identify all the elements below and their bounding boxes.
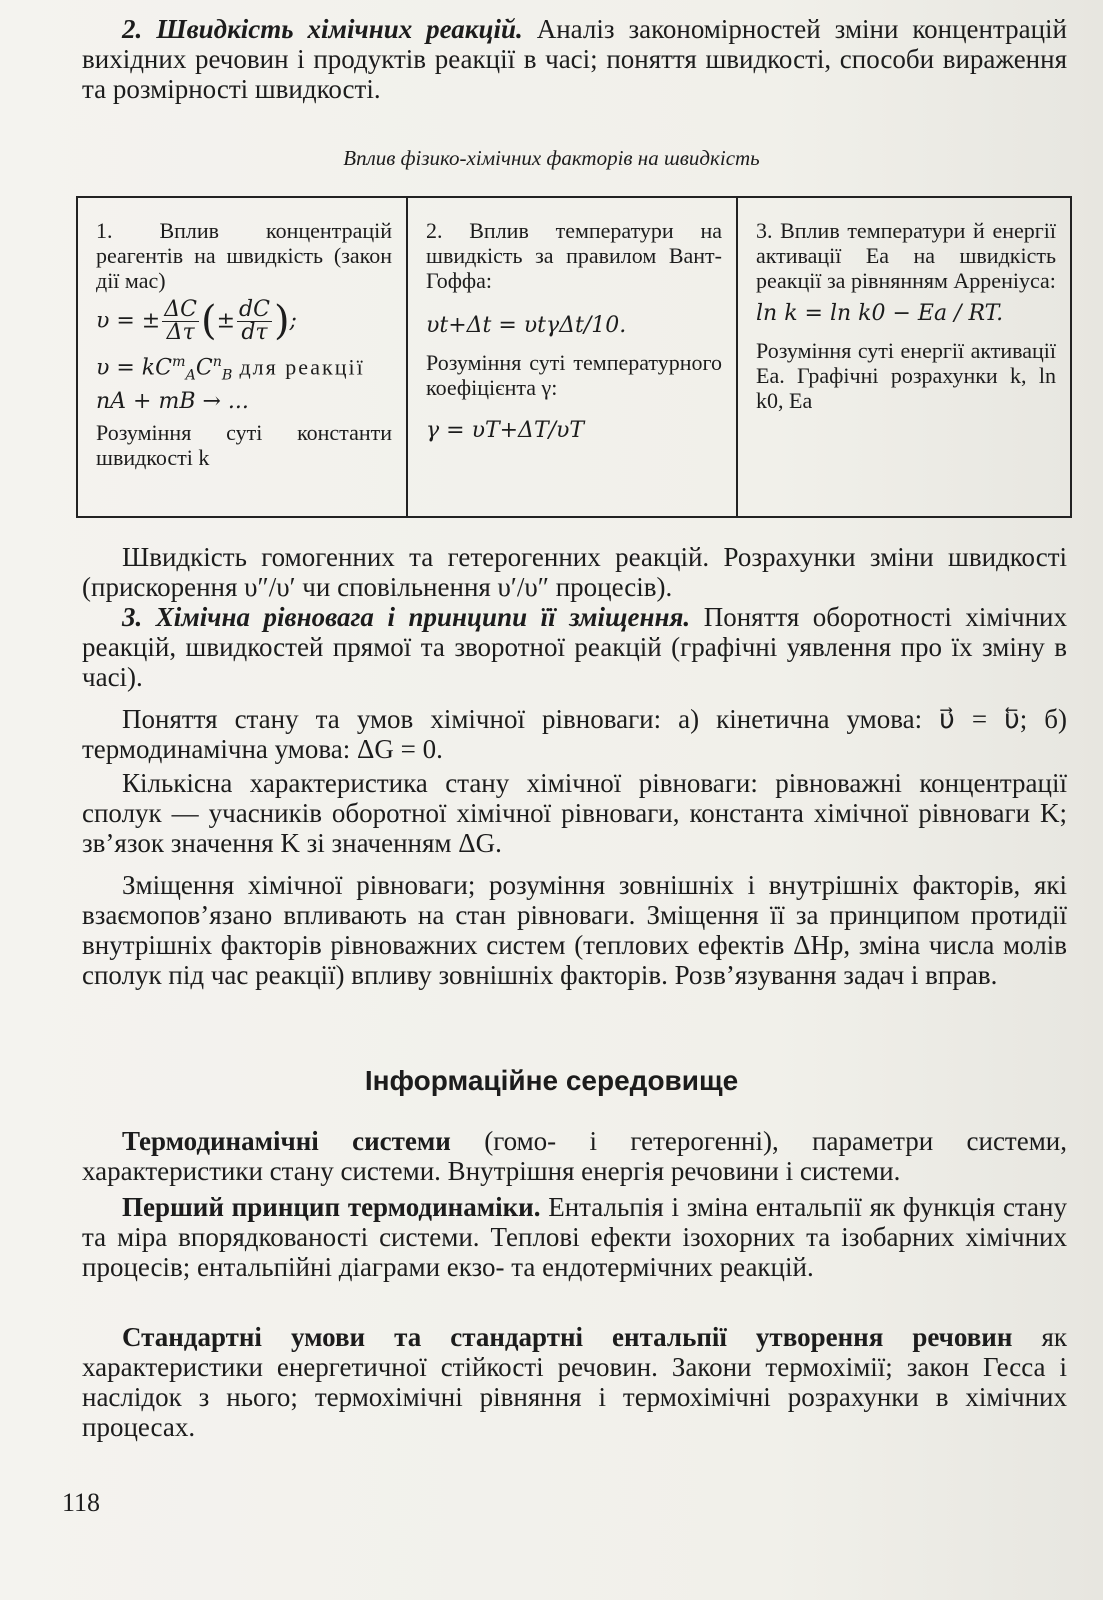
cell-1-note: Розуміння суті константи швидкості k (96, 419, 392, 470)
factors-table (76, 196, 1072, 518)
cell-2-heading: 2. Вплив температури на швидкість за правилом Вант-Гоффа: (426, 218, 722, 293)
mass-action-tail: для реакції (239, 354, 365, 380)
cell-1-heading: 1. Вплив концентрацій реагентів на швидкість (закон дії мас) (96, 218, 392, 293)
cell-3-formula-arrhenius: ln k = ln k0 − Ea / RT. (756, 301, 1004, 326)
section-3-number: 3. (122, 602, 143, 632)
info-2-bold: Перший принцип термодинаміки. (122, 1192, 541, 1222)
info-paragraph-first-law (82, 1192, 1067, 1282)
mass-action-formula: υ = kC (96, 355, 172, 381)
formula-lhs: υ = ± (96, 308, 161, 334)
info-paragraph-standard-conditions (82, 1322, 1067, 1442)
info-2-text: Ентальпія і зміна ентальпії як функція стану та міра впорядкованості системи. Теплові ефекти ізохорних та ізобарних хімічних процесів; ентальпійні діаграми екзо- та ендотермічних реакцій. (82, 1192, 1067, 1282)
info-3-bold: Стандартні умови та стандартні ентальпії утворення речовин (122, 1322, 1013, 1352)
fraction-num: ΔC (164, 297, 197, 322)
info-paragraph-systems (82, 1126, 1067, 1186)
section-2-title: Швидкість хімічних реакцій. (156, 14, 523, 44)
fraction-den: Δτ (166, 320, 195, 345)
cell-2-formula-vant-hoff: υt+Δt = υtγΔt/10. (426, 313, 627, 338)
fraction-delta (162, 299, 199, 344)
cell-2-note: Розуміння суті температурного коефіцієнта γ: (426, 350, 722, 400)
info-1-text: (гомо- і гетерогенні), параметри системи, характеристики стану системи. Внутрішня енергія речовини і системи. (82, 1126, 1067, 1186)
section-2-text: Аналіз закономірностей зміни концентрацій вихідних речовин і продуктів реакції в часі; поняття швидкості, способи вираження та розмірності швидкості. (82, 14, 1067, 104)
section-heading-info: Інформаційне середовище (364, 1065, 739, 1096)
cell-2-formula-gamma: γ = υT+ΔT/υT (426, 418, 585, 443)
page-number: 118 (62, 1488, 101, 1517)
paragraph-rate-types: Швидкість гомогенних та гетерогенних реакцій. Розрахунки зміни швидкості (прискорення υ″/υ′ чи сповільнення υ′/υ″ процесів). (82, 542, 1067, 602)
table-cell-vant-hoff (408, 198, 738, 516)
fraction-num: dC (239, 297, 270, 322)
cell-3-note: Розуміння суті енергії активації Ea. Графічні розрахунки k, ln k0, Ea (756, 338, 1056, 413)
section-2-paragraph (82, 14, 1067, 104)
section-3-paragraph (82, 602, 1067, 692)
paragraph-equilibrium-shift: Зміщення хімічної рівноваги; розуміння зовнішніх і внутрішніх факторів, які взаємопов’язано впливають на стан рівноваги. Зміщення її за принципом протидії внутрішніх факторів рівноважних систем (теплових ефектів ΔHp, зміна числа молів сполук під час реакції) впливу зовнішніх факторів. Розв’язування задач і вправ. (82, 870, 1067, 990)
cell-3-heading: 3. Вплив температури й енергії активації Ea на швидкість реакції за рівнянням Арреніуса: (756, 218, 1056, 293)
table-cell-arrhenius (738, 198, 1070, 516)
section-2-number: 2. (122, 14, 143, 44)
cell-1-formula-rate: υ = ± $\frac{\Delta C}{\Delta\tau}$ (± $\frac{dC}{d\tau}$ ); (96, 297, 297, 345)
section-3-text: Поняття оборотності хімічних реакцій, швидкостей прямої та зворотної реакцій (графічні уявлення про їх зміну в часі). (82, 602, 1067, 692)
fraction-derivative (237, 299, 272, 344)
paragraph-equilibrium-conditions: Поняття стану та умов хімічної рівноваги: а) кінетична умова: υ⃗ = υ⃖; б) термодинамічна умова: ΔG = 0. (82, 704, 1067, 764)
info-1-bold: Термодинамічні системи (122, 1126, 451, 1156)
fraction-den: dτ (241, 320, 268, 345)
section-3-title: Хімічна рівновага і принципи її зміщення. (155, 602, 691, 632)
paragraph-equilibrium-quantitative: Кількісна характеристика стану хімічної рівноваги: рівноважні концентрації сполук — учасників оборотної хімічної рівноваги, константа хімічної рівноваги K; зв’язок значення K зі значенням ΔG. (82, 768, 1067, 858)
cell-1-formula-mass-action: $\upsilon = kC^m_AC^n_B$ для реакції nA + mB → ... (96, 354, 365, 414)
table-cell-concentration (78, 198, 408, 516)
reaction-equation: nA + mB → ... (96, 388, 249, 414)
info-3-text: як характеристики енергетичної стійкості речовин. Закони термохімії; закон Гесса і наслідок з нього; термохімічні рівняння і термохімічні розрахунки в хімічних процесах. (82, 1322, 1067, 1442)
table-caption: Вплив фізико-хімічних факторів на швидкість (343, 146, 760, 170)
